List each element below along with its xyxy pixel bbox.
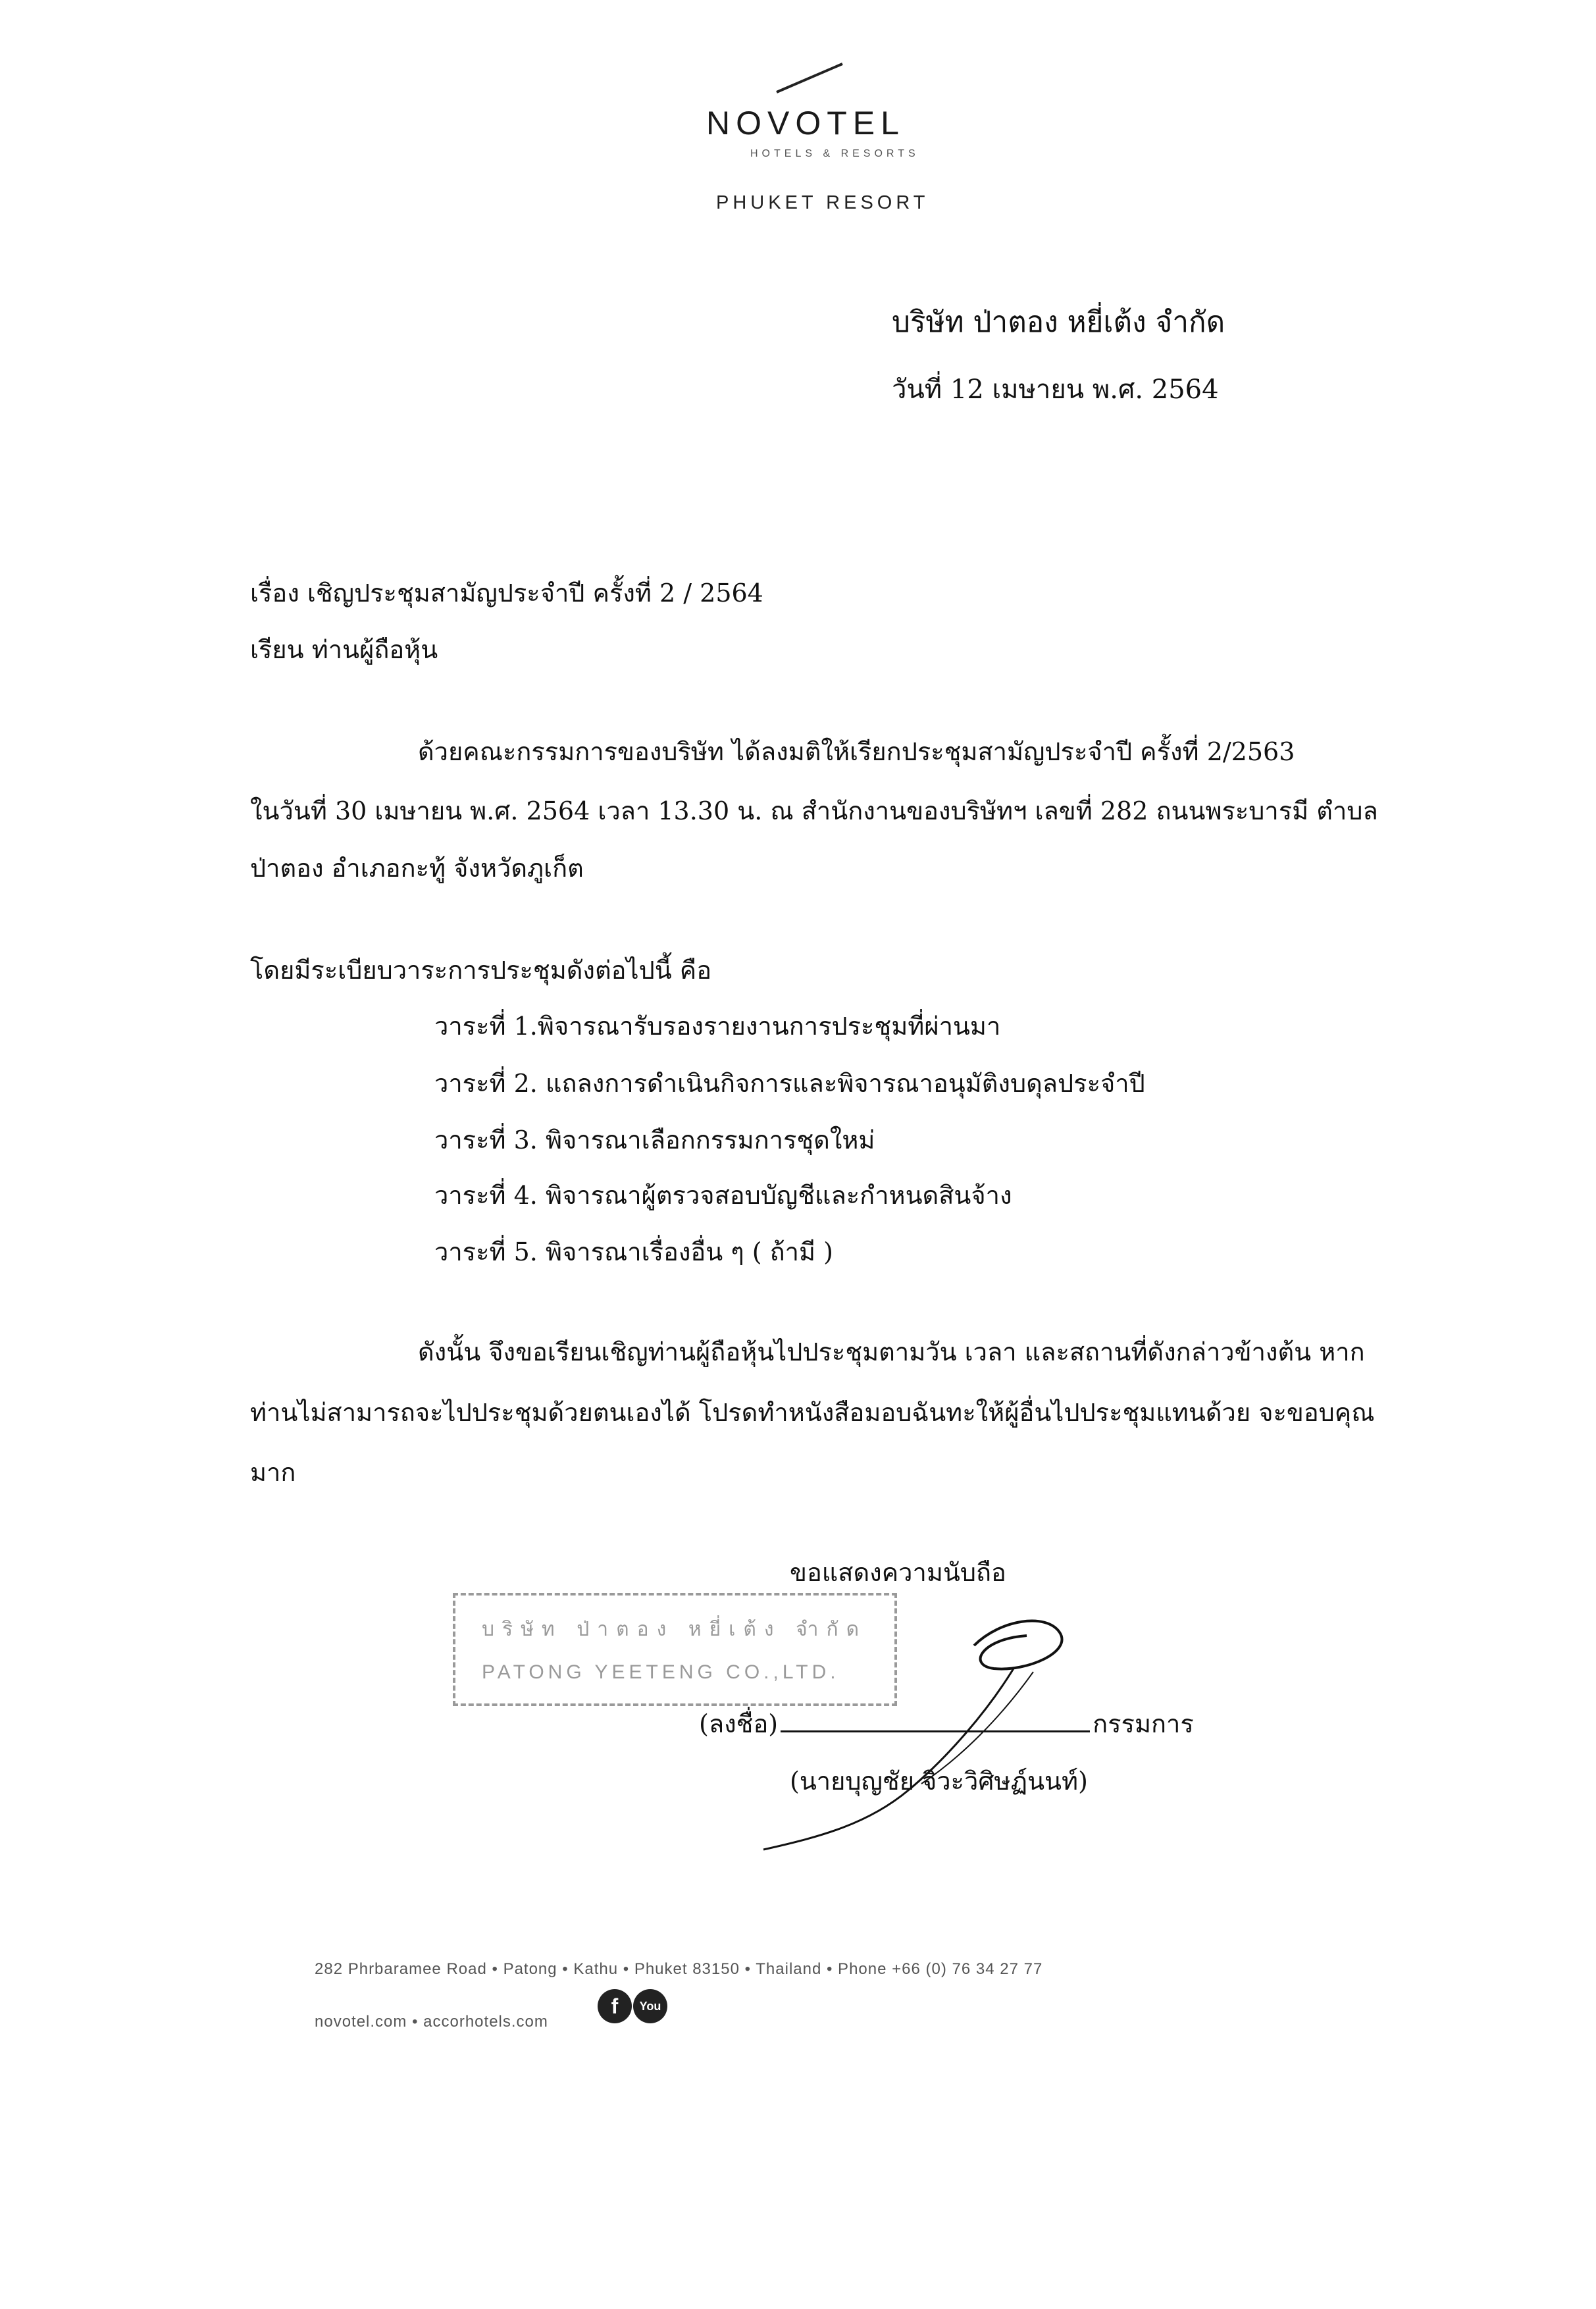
paragraph1-line1: ด้วยคณะกรรมการของบริษัท ได้ลงมติให้เรียกประชุมสามัญประจำปี ครั้งที่ 2/2563 — [418, 737, 1295, 766]
facebook-icon: f — [598, 1989, 632, 2023]
agenda-item: วาระที่ 5. พิจารณาเรื่องอื่น ๆ ( ถ้ามี ) — [434, 1237, 833, 1266]
stamp-thai-text: บริษัท ป่าตอง หยี่เต้ง จำกัด — [482, 1618, 867, 1641]
footer-address: 282 Phrbaramee Road • Patong • Kathu • Phuket 83150 • Thailand • Phone +66 (0) 76 34 27 77 — [315, 1960, 1043, 1978]
company-name: บริษัท ป่าตอง หยี่เต้ง จำกัด — [892, 305, 1225, 339]
paragraph2-line2: ท่านไม่สามารถจะไปประชุมด้วยตนเองได้ โปรดทำหนังสือมอบฉันทะให้ผู้อื่นไปประชุมแทนด้วย จะขอบคุณ — [250, 1398, 1375, 1427]
youtube-icon: You — [633, 1989, 667, 2023]
closing-salutation: ขอแสดงความนับถือ — [790, 1558, 1006, 1587]
agenda-item: วาระที่ 3. พิจารณาเลือกกรรมการชุดใหม่ — [434, 1126, 875, 1154]
sign-underline — [781, 1730, 1090, 1732]
paragraph2-line1: ดังนั้น จึงขอเรียนเชิญท่านผู้ถือหุ้นไปประชุมตามวัน เวลา และสถานที่ดังกล่าวข้างต้น หาก — [418, 1337, 1365, 1366]
letter-date: วันที่ 12 เมษายน พ.ศ. 2564 — [892, 375, 1219, 405]
brand-tagline: HOTELS & RESORTS — [750, 148, 919, 159]
agenda-item: วาระที่ 1.พิจารณารับรองรายงานการประชุมที่ผ่านมา — [434, 1012, 1001, 1041]
paragraph1-line3: ป่าตอง อำเภอกะทู้ จังหวัดภูเก็ต — [250, 854, 584, 883]
paragraph2-line3: มาก — [250, 1458, 296, 1487]
signer-name: (นายบุญชัย จิวะวิศิษฏ์นนท์) — [790, 1767, 1088, 1796]
brand-logo-text: NOVOTEL — [706, 105, 905, 142]
logo-swoosh-icon — [773, 63, 846, 98]
agenda-intro: โดยมีระเบียบวาระการประชุมดังต่อไปนี้ คือ — [250, 956, 712, 985]
stamp-english-text: PATONG YEETENG CO.,LTD. — [482, 1661, 840, 1683]
paragraph1-line2: ในวันที่ 30 เมษายน พ.ศ. 2564 เวลา 13.30 น. ณ สำนักงานของบริษัทฯ เลขที่ 282 ถนนพระบารมี ตำบล — [250, 796, 1378, 825]
letter-addressee: เรียน ท่านผู้ถือหุ้น — [250, 635, 438, 664]
letter-subject: เรื่อง เชิญประชุมสามัญประจำปี ครั้งที่ 2 / 2564 — [250, 579, 763, 608]
agenda-item: วาระที่ 2. แถลงการดำเนินกิจการและพิจารณาอนุมัติงบดุลประจำปี — [434, 1069, 1145, 1098]
sign-role: กรรมการ — [1093, 1709, 1194, 1738]
sign-prefix: (ลงชื่อ) — [699, 1709, 779, 1738]
brand-location: PHUKET RESORT — [716, 192, 929, 213]
signature-line — [699, 1711, 1194, 1736]
social-icons — [598, 1989, 669, 2023]
agenda-item: วาระที่ 4. พิจารณาผู้ตรวจสอบบัญชีและกำหนดสินจ้าง — [434, 1181, 1012, 1210]
footer-websites: novotel.com • accorhotels.com — [315, 2013, 548, 2031]
